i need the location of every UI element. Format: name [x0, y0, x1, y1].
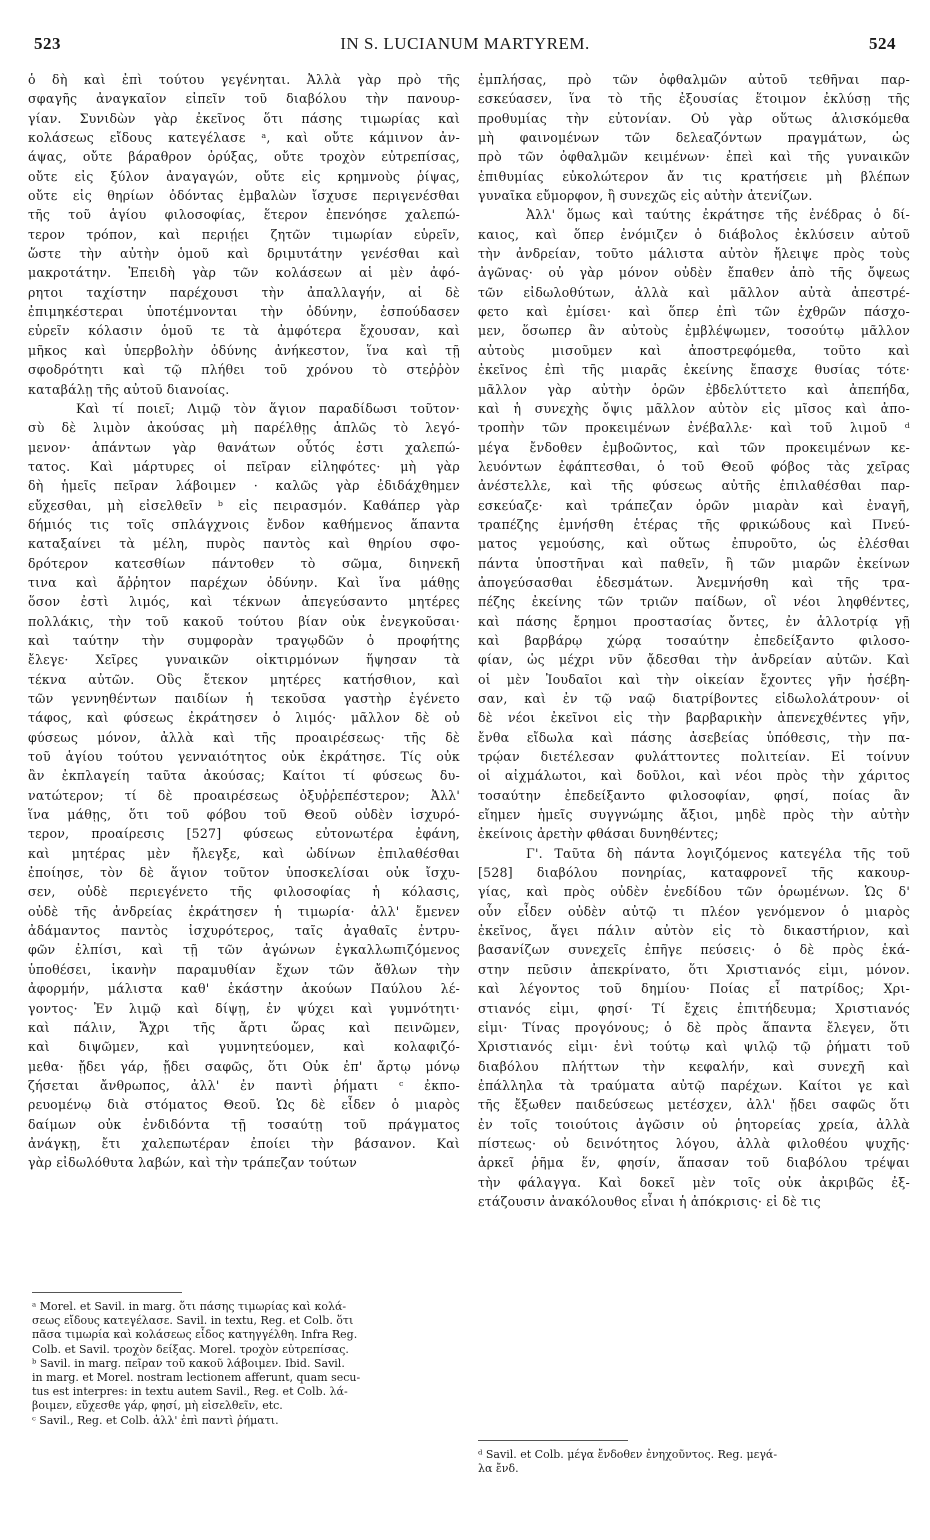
text-line: τάφος, καὶ φύσεως ἐκράτησεν ὁ λιμός· μᾶλλον δὲ οὐ	[28, 710, 460, 726]
text-line: μᾶλλον γὰρ αὐτὴν ὁρῶν ἐβδελύττετο καὶ ἀπεπήδα,	[478, 381, 910, 397]
text-line: μεθα· ᾔδει γάρ, ᾔδει σαφῶς, ὅτι Οὐκ ἐπ' ἄρτῳ μόνῳ	[28, 1058, 460, 1074]
text-line: ἀνέστελλε, καὶ τῆς φύσεως αὐτῆς ἐπιλαθέσθαι παρ-	[478, 478, 910, 494]
text-line: ὅσον ἐστὶ λιμός, καὶ τέκνων ἀπεγεύσαντο μητέρες	[28, 594, 460, 610]
text-line: δὲ νέοι ἐκεῖνοι εἰς τὴν βαρβαρικὴν ἀπενεχθέντες γῆν,	[478, 710, 910, 726]
text-line: βασανίζων συνεχεῖς ἐπῆγε πεύσεις· ὁ δὲ πρὸς ἑκά-	[478, 942, 910, 958]
running-title: IN S. LUCIANUM MARTYREM.	[340, 34, 590, 53]
footnote-line: λα ἔνδ.	[478, 1462, 519, 1476]
page-number-right: 524	[869, 34, 896, 53]
text-line: στην πεῦσιν ἀπεκρίνατο, ὅτι Χριστιανός εἰμι, μόνον.	[478, 961, 910, 977]
text-line: οὔτε εἰς θηρίων ὀδόντας ἐμβαλὼν ἴσχυσε περιγενέσθαι	[28, 188, 460, 204]
text-line: οὐδὲ τῆς ἀνδρείας ἐκράτησεν ἡ τιμωρία· ἀλλ' ἔμενεν	[28, 903, 460, 919]
text-line: ἀπογεύσασθαι ἐδεσμάτων. Ἀνεμνήσθη καὶ τῆς τρα-	[478, 574, 910, 590]
text-line: νατώτερον; τί δὲ προαιρέσεως ὀξυῤῥεπέστερον; Ἀλλ'	[28, 787, 460, 803]
text-line: [528] διαβόλου πονηρίας, καταφρονεῖ τῆς κακουρ-	[478, 865, 910, 881]
text-line: κολάσεως εἴδους κατεγέλασε ᵃ, καὶ οὔτε κάμινον ἀν-	[28, 130, 460, 146]
text-line: ἐπιθυμίας εὐκολώτερον ἄν τις κρατήσειε μὴ βλέπων	[478, 168, 910, 184]
footnote-line: πᾶσα τιμωρία καὶ κολάσεως εἶδος κατηγγέλθη. Infra Reg.	[32, 1328, 358, 1342]
right-text-column	[478, 70, 910, 1211]
text-line: ζήσεται ἄνθρωπος, ἀλλ' ἐν παντὶ ῥήματι ᶜ ἐκπο-	[28, 1077, 460, 1093]
text-line: τῆς ἔξωθεν παιδεύσεως μετέσχεν, ἀλλ' ᾔδει σαφῶς ὅτι	[478, 1097, 910, 1113]
footnote-rule-right	[478, 1440, 628, 1441]
text-line: φύσεως μόνον, ἀλλὰ καὶ τῆς προαιρέσεως· τῆς δὲ	[28, 729, 460, 745]
text-line: καὶ ἡ συνεχὴς ὄψις μᾶλλον αὐτὸν εἰς μῖσος καὶ ἀπο-	[478, 400, 910, 416]
text-line: ἔνθα εἴδωλα καὶ πάσης ἀσεβείας ὑπόθεσις, τὴν πα-	[478, 729, 910, 745]
text-line: σεν, οὐδὲ περιεγένετο τῆς φιλοσοφίας ἡ κόλασις,	[28, 884, 460, 900]
text-line: φίαν, ὡς μέχρι νῦν ᾄδεσθαι τὴν ἀνδρείαν αὐτῶν. Καὶ	[478, 652, 910, 668]
text-line: εἴημεν ἡμεῖς συγγνώμης ἄξιοι, μηδὲ πρὸς τὴν αὐτὴν	[478, 807, 910, 823]
text-line: ἐν τοῖς τοιούτοις ἀγῶσιν οὐ ῥητορείας χρεία, ἀλλὰ	[478, 1116, 910, 1132]
text-line: δαίμων οὐκ ἐνδιδόντα τῇ τοσαύτῃ τοῦ πράγματος	[28, 1116, 460, 1132]
text-line: Ἀλλ' ὅμως καὶ ταύτης ἐκράτησε τῆς ἐνέδρας ὁ δί-	[526, 207, 910, 223]
text-line: τῶν εἰδωλοθύτων, ἀλλὰ καὶ μᾶλλον αὐτὰ ἀπεστρέ-	[478, 284, 910, 300]
text-line: μεν, ὅσωπερ ἂν αὐτοὺς ἐμβλέψωμεν, τοσούτῳ μᾶλλον	[478, 323, 910, 339]
text-line: ἂν ἐκπλαγείη ταῦτα ἀκούσας; Καίτοι τί φύσεως δυ-	[28, 768, 460, 784]
text-line: μὴ φαινομένων τῶν δελεαζόντων πραγμάτων, ὡς	[478, 130, 910, 146]
text-line: τῆς τοῦ ἁγίου φιλοσοφίας, ἕτερον ἐπενόησε χαλεπώ-	[28, 207, 460, 223]
footnote-line: ᵃ Morel. et Savil. in marg. ὅτι πάσης τιμωρίας καὶ κολά-	[32, 1300, 347, 1313]
text-line: τερον τρόπον, καὶ περιῄει ζητῶν τιμωρίαν εὑρεῖν,	[28, 226, 460, 242]
running-header	[34, 34, 896, 64]
footnote-line: in marg. et Morel. nostram lectionem afferunt, quam secu-	[32, 1371, 361, 1385]
text-line: εσκεύαζε· καὶ τράπεζαν ὁρῶν μιαρὰν καὶ ἐναγῆ,	[478, 497, 910, 513]
text-line: τέκνα αὐτῶν. Οὓς ἔτεκον μητέρες κατήσθιον, καὶ	[28, 671, 460, 687]
left-text-column	[28, 70, 460, 1173]
text-line: ἔλεγε· Χεῖρες γυναικῶν οἰκτιρμόνων ἥψησαν τὰ	[28, 652, 460, 668]
text-line: φῶν ἐλπίσι, καὶ τῇ τῶν ἀγώνων ἐγκαλλωπιζόμενος	[28, 942, 460, 958]
text-line: τροπὴν τῶν προκειμένων ἐνέβαλλε· καὶ τοῦ λιμοῦ ᵈ	[478, 420, 910, 436]
text-line: ἐκείνοις ἀρετὴν φθάσαι δυνηθέντες;	[478, 826, 719, 842]
text-line: ἵνα μάθῃς, ὅτι τοῦ φόβου τοῦ Θεοῦ οὐδὲν ἰσχυρό-	[28, 807, 460, 823]
text-line: οἱ αἰχμάλωτοι, καὶ δοῦλοι, καὶ νέοι πρὸς τὴν χάριτος	[478, 768, 910, 784]
text-line: μέγα ἔνδοθεν ἐμβοῶντος, καὶ τῶν προκειμένων κε-	[478, 439, 910, 455]
text-line: καὶ διψῶμεν, καὶ γυμνητεύομεν, καὶ κολαφιζό-	[28, 1039, 460, 1055]
text-line: ἀρκεῖ ῥῆμα ἕν, φησίν, ἅπασαν τοῦ διαβόλου τρέψαι	[478, 1155, 910, 1171]
text-line: δὴ ἡμεῖς πεῖραν λάβοιμεν · καλῶς γὰρ ἐδιδάχθημεν	[28, 478, 460, 494]
text-line: τὴν ἀνδρείαν, τοῦτο μάλιστα αὐτὸν ἤλειψε πρὸς τοὺς	[478, 246, 910, 262]
text-line: γίαν. Συνιδὼν γὰρ ἐκεῖνος ὅτι πάσης τιμωρίας καὶ	[28, 110, 460, 126]
text-line: σφαγῆς ἀναγκαῖον εἰπεῖν τοῦ διαβόλου τὴν πανουρ-	[28, 91, 460, 107]
text-line: τοῦ ἁγίου τούτου γενναιότητος οὐκ ἐκράτησε. Τίς οὐκ	[28, 749, 460, 765]
text-line: προθυμίας τὴν εὐτονίαν. Οὐ γὰρ οὕτως ἁλισκόμεθα	[478, 110, 910, 126]
text-line: οὔτε εἰς ξύλον ἀναγαγών, οὔτε εἰς κρημνοὺς ῥίψας,	[28, 168, 460, 184]
text-line: τραπέζης ἐμνήσθη ἑτέρας τῆς φρικώδους καὶ Πνεύ-	[478, 516, 910, 532]
text-line: διαβόλου πλήττων τὴν κεφαλήν, καὶ συνεχῆ καὶ	[478, 1058, 910, 1074]
footnote-line: ᶜ Savil., Reg. et Colb. ἀλλ' ἐπὶ παντὶ ῥήματι.	[32, 1413, 279, 1427]
text-line: ὑποθέσει, ἱκανὴν παραμυθίαν ἔχων τῶν ἄθλων τὴν	[28, 961, 460, 977]
text-line: εὔχεσθαι, μὴ εἰσελθεῖν ᵇ εἰς πειρασμόν. Καθάπερ γὰρ	[28, 497, 460, 513]
text-line: εσκεύασεν, ἵνα τὸ τῆς ἐξουσίας ἕτοιμον ἐκλύσῃ τῆς	[478, 91, 910, 107]
text-line: ἀγῶνας· οὐ γὰρ μόνον οὐδὲν ἔπαθεν ἀπὸ τῆς ὄψεως	[478, 265, 910, 281]
footnote-line: Colb. et Savil. τροχὸν δείξας. Morel. τροχὸν εὐτρεπίσας.	[32, 1342, 349, 1356]
footnote-line: ᵇ Savil. in marg. πεῖραν τοῦ κακοῦ λάβοιμεν. Ibid. Savil.	[32, 1356, 345, 1370]
text-line: ρητοι ταχίστην παρέχουσι τὴν ἀπαλλαγήν, αἱ δὲ	[28, 284, 460, 300]
text-line: ἀδάμαντος παντὸς ἰσχυρότερος, ταῖς ἀγαθαῖς ἐντρυ-	[28, 923, 460, 939]
text-line: αὐτοὺς μισοῦμεν καὶ ἀποστρεφόμεθα, τοῦτο καὶ	[478, 342, 910, 358]
text-line: γίας, καὶ πρὸς οὐδὲν ἐνεδίδου τῶν ὁρωμένων. Ὡς δ'	[478, 884, 910, 900]
text-line: δρότερον κατεσθίων πάντοθεν τὸ σῶμα, διηνεκῆ	[28, 555, 460, 571]
text-line: γυναῖκα εὔμορφον, ἢ συνεχῶς εἰς αὐτὴν ἀτενίζων.	[478, 188, 813, 204]
text-line: τῶν γεννηθέντων παιδίων ἡ τεκοῦσα γαστὴρ ἐγένετο	[28, 691, 460, 706]
footnote-line: βοιμεν, εὔχεσθε γάρ, φησί, μὴ εἰσελθεῖν, etc.	[32, 1399, 283, 1413]
text-line: γοντος· Ἐν λιμῷ καὶ δίψῃ, ἐν ψύχει καὶ γυμνότητι·	[28, 1000, 460, 1016]
text-line: γὰρ εἰδωλόθυτα λαβών, καὶ τὴν τράπεζαν τούτων	[28, 1155, 357, 1171]
text-line: μῆκος καὶ ὑπερβολὴν ὀδύνης ἀνήκεστον, ἵνα καὶ τῇ	[28, 342, 460, 358]
page-number-left: 523	[34, 34, 61, 53]
footnotes-left	[32, 1300, 462, 1428]
text-line: εὑρεῖν κόλασιν ὁμοῦ τε τὰ ἀμφότερα ἔχουσαν, καὶ	[28, 323, 460, 339]
text-line: ρευομένῳ διὰ στόματος Θεοῦ. Ὡς δὲ εἶδεν ὁ μιαρὸς	[28, 1097, 460, 1113]
text-line: τινα καὶ ἄῤῥητον παρέχων ὀδύνην. Καὶ ἵνα μάθῃς	[28, 574, 460, 590]
footnotes-right	[478, 1448, 908, 1476]
text-line: πίστεως· οὐ δεινότητος λόγου, ἀλλὰ φιλοθέου ψυχῆς·	[478, 1135, 910, 1151]
text-line: σὺ δὲ λιμὸν ἀκούσας μὴ παρέλθῃς ἁπλῶς τὸ λεγό-	[28, 420, 460, 436]
text-line: οἱ μὲν Ἰουδαῖοι καὶ τὴν οἰκείαν ἔχοντες γῆν ἠσέβη-	[478, 671, 910, 687]
text-line: τατος. Καὶ μάρτυρες οἱ πεῖραν εἰληφότες· μὴ γὰρ	[28, 458, 460, 474]
text-line: καιος, καὶ ὅπερ ἐνόμιζεν ὁ διάβολος ἐκλύσειν αὐτοῦ	[478, 226, 910, 242]
text-line: καὶ λέγοντος τοῦ δημίου· Ποίας εἶ πατρίδος; Χρι-	[478, 981, 910, 997]
text-line: τρῴαν διετέλεσαν φυλάττοντες πολιτείαν. Εἰ τοίνυν	[478, 749, 910, 765]
text-line: καὶ πάσης ἔρημοι προστασίας ὄντες, ἐν ἀλλοτρίᾳ γῇ	[478, 613, 910, 629]
text-line: σφοδρότητι καὶ τῷ πλήθει τοῦ χρόνου τὸ στεῤῥὸν	[28, 362, 460, 378]
text-line: ἐκεῖνος, ἄγει πάλιν αὐτὸν εἰς τὸ δικαστήριον, καὶ	[478, 923, 910, 939]
text-line: άψας, οὔτε βάραθρον ὀρύξας, οὔτε τροχὸν εὐτρεπίσας,	[28, 149, 460, 165]
text-line: φετο καὶ ἐμίσει· καὶ ὅπερ ἐπὶ τῶν ἐχθρῶν πάσχο-	[478, 304, 910, 320]
text-line: ματος γεμούσης, καὶ οὕτως ἐπυροῦτο, ὡς ἐλέσθαι	[478, 536, 910, 552]
text-line: οὖν εἶδεν οὐδὲν αὐτῷ τι πλέον γενόμενον ὁ μιαρὸς	[478, 903, 910, 919]
text-line: καὶ βαρβάρῳ χώρᾳ τοσαύτην ἐπεδείξαντο φιλοσο-	[478, 632, 910, 648]
text-line: τὴν φάλαγγα. Καὶ δοκεῖ μὲν τοῖς οὐκ ἀκριβῶς ἐξ-	[478, 1174, 910, 1190]
text-line: πολλάκις, τὴν τοῦ κακοῦ τούτου βίαν οὐκ ἐνεγκοῦσαι·	[28, 613, 460, 629]
text-line: ὥστε τὴν αὐτὴν ὁμοῦ καὶ δριμυτάτην γενέσθαι καὶ	[28, 246, 460, 262]
text-line: ἐποίησε, τὸν δὲ ἅγιον τοῦτον ὑποσκελίσαι οὐκ ἴσχυ-	[28, 865, 460, 881]
text-line: ἀφορμήν, μάλιστα καθ' ἑκάστην ἀκούων Παύλου λέ-	[28, 981, 460, 997]
text-line: καὶ μητέρας μὲν ἤλεγξε, καὶ ὠδίνων ἐπιλαθέσθαι	[28, 845, 460, 861]
text-line: Καὶ τί ποιεῖ; Λιμῷ τὸν ἅγιον παραδίδωσι τοῦτον·	[76, 400, 460, 416]
text-line: δήμιός τις τοῖς σπλάγχνοις ἔνδον καθήμενος ἅπαντα	[28, 516, 460, 532]
text-line: εἰμι· Τίνας προγόνους; ὁ δὲ πρὸς ἅπαντα ἔλεγεν, ὅτι	[478, 1019, 910, 1035]
text-line: ὁ δὴ καὶ ἐπὶ τούτου γεγένηται. Ἀλλὰ γὰρ πρὸ τῆς	[28, 72, 460, 87]
footnote-rule-left	[32, 1292, 182, 1293]
footnote-line: tus est interpres: in textu autem Savil., Reg. et Colb. λά-	[32, 1385, 348, 1399]
text-line: Γ'. Ταῦτα δὴ πάντα λογιζόμενος κατεγέλα τῆς τοῦ	[526, 845, 910, 861]
text-line: μενον· ἁπάντων γὰρ θανάτων οὗτός ἐστι χαλεπώ-	[28, 439, 460, 455]
text-line: σαν, καὶ ἐν τῷ ναῷ διατρίβοντες εἰδωλολάτρουν· οἱ	[478, 691, 910, 706]
text-line: Χριστιανός εἰμι· ἑνὶ τούτῳ καὶ ψιλῷ τῷ ῥήματι τοῦ	[478, 1039, 910, 1055]
text-line: πέζης ἐκείνης τῶν τριῶν παίδων, οἳ νέοι ληφθέντες,	[478, 594, 910, 610]
text-line: στιανός εἰμι, φησί· Τί ἔχεις ἐπιτήδευμα; Χριστιανός	[478, 1000, 910, 1016]
text-line: τερον, προαίρεσις [527] φύσεως εὐτονωτέρα ἐφάνη,	[28, 826, 460, 842]
footnote-line: ᵈ Savil. et Colb. μέγα ἔνδοθεν ἐνηχοῦντος. Reg. μεγά-	[478, 1448, 778, 1461]
text-line: ἐπιμηκέστεραι ὑποτέμνονται τὴν ὀδύνην, ἐσπούδασεν	[28, 304, 460, 320]
text-line: ετάζουσιν ἀνακόλουθος εἶναι ἡ ἀπόκρισις· εἰ δὲ τις	[478, 1193, 821, 1209]
text-line: καταξαίνει τὰ μέλη, πυρὸς παντὸς καὶ θηρίου σφο-	[28, 536, 460, 552]
text-line: καὶ ταύτην τὴν συμφορὰν τραγῳδῶν ὁ προφήτης	[28, 632, 460, 648]
text-line: ἀνάγκῃ, ἔτι χαλεπωτέραν ἐποίει τὴν βάσανον. Καὶ	[28, 1135, 460, 1151]
text-line: ἐμπλήσας, πρὸ τῶν ὀφθαλμῶν αὐτοῦ τεθῆναι παρ-	[478, 72, 910, 87]
text-line: πάντα ὑποστῆναι καὶ παθεῖν, ἢ τῶν μιαρῶν ἐκείνων	[478, 555, 910, 571]
text-line: καταβάλῃ τῆς αὐτοῦ διανοίας.	[28, 381, 230, 397]
text-line: πρὸ τῶν ὀφθαλμῶν κειμένων· ἐπεὶ καὶ τῆς γυναικῶν	[478, 149, 910, 165]
text-line: ἐκεῖνος ἐπὶ τῆς μιαρᾶς ἐκείνης ἔπασχε θυσίας τότε·	[478, 362, 910, 378]
text-line: τοσαύτην ἐπεδείξαντο φιλοσοφίαν, φησί, ποίας ἂν	[478, 787, 910, 803]
footnote-line: σεως εἴδους κατεγέλασε. Savil. in textu, Reg. et Colb. ὅτι	[32, 1314, 354, 1328]
text-line: ἐπάλληλα τὰ τραύματα αὐτῷ παρέχων. Καίτοι γε καὶ	[478, 1077, 910, 1093]
text-line: μακροτάτην. Ἐπειδὴ γὰρ τῶν κολάσεων αἱ μὲν ἀφό-	[28, 265, 460, 281]
text-line: λευόντων ἐφάπτεσθαι, ὁ τοῦ Θεοῦ φόβος τὰς χεῖρας	[478, 458, 910, 474]
text-line: καὶ πάλιν, Ἄχρι τῆς ἄρτι ὥρας καὶ πεινῶμεν,	[28, 1019, 460, 1035]
